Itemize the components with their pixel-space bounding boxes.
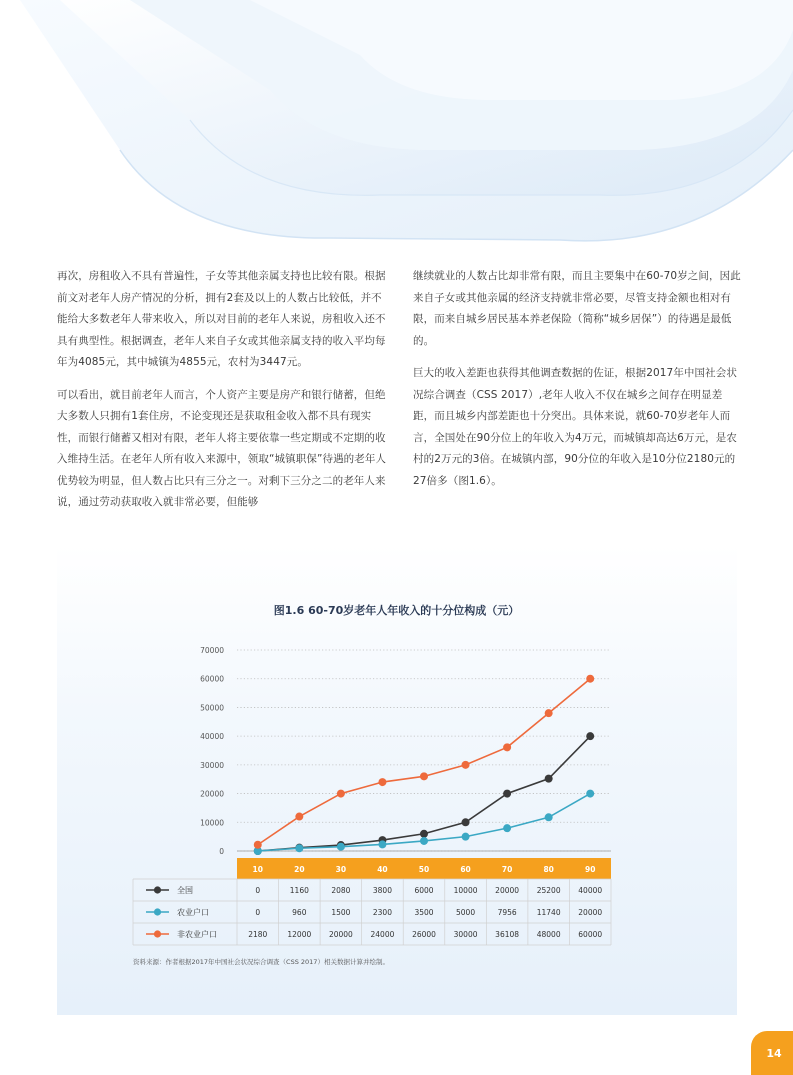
data-point (545, 709, 553, 717)
table-cell: 25200 (536, 886, 561, 895)
data-point (295, 844, 303, 852)
table-cell: 3500 (414, 908, 434, 917)
category-label: 20 (294, 865, 305, 874)
table-cell: 11740 (536, 908, 561, 917)
data-point (545, 813, 553, 821)
table-cell: 0 (255, 908, 261, 917)
left-paragraph-1: 再次，房租收入不具有普遍性，子女等其他亲属支持也比较有限。根据前文对老年人房产情况的分析，拥有2套及以上的人数占比较低，并不能给大多数老年人带来收入，所以对目前的老年人来说，房租收入还不具有典型性。根据调查，老年人来自子女或其他亲属支持的收入平均每年为4085元，其中城镇为4855元，农村为3447元。 (57, 270, 386, 368)
table-cell: 30000 (453, 930, 478, 939)
table-cell: 960 (292, 908, 307, 917)
category-label: 30 (335, 865, 347, 874)
legend-label-2: 非农业户口 (177, 930, 217, 939)
data-point (420, 837, 428, 845)
data-point (462, 833, 470, 841)
table-cell: 5000 (456, 908, 476, 917)
page-number: 14 (751, 1031, 793, 1075)
table-cell: 20000 (495, 886, 520, 895)
data-point (378, 778, 386, 786)
y-tick-label: 30000 (200, 760, 224, 770)
table-cell: 2300 (372, 908, 392, 917)
data-point (462, 818, 470, 826)
table-cell: 2080 (331, 886, 351, 895)
table-cell: 48000 (536, 930, 561, 939)
table-cell: 1500 (331, 908, 351, 917)
y-tick-label: 60000 (200, 674, 224, 684)
chart-source-note: 资料来源：作者根据2017年中国社会状况综合调查（CSS 2017）相关数据计算并绘制。 (133, 958, 389, 966)
chart-title: 图1.6 60-70岁老年人年收入的十分位构成（元） (273, 604, 520, 617)
legend-label-0: 全国 (177, 886, 193, 895)
data-point (254, 841, 262, 849)
data-point (586, 675, 594, 683)
data-point (337, 790, 345, 798)
legend-marker-1 (154, 908, 161, 915)
category-label: 60 (460, 865, 471, 874)
legend-marker-2 (154, 930, 161, 937)
table-cell: 12000 (287, 930, 312, 939)
data-point (337, 843, 345, 851)
legend-label-1: 农业户口 (177, 908, 209, 917)
table-cell: 7956 (497, 908, 517, 917)
table-cell: 20000 (578, 908, 603, 917)
table-cell: 60000 (578, 930, 603, 939)
y-tick-label: 40000 (200, 732, 224, 742)
y-tick-label: 70000 (200, 646, 224, 655)
y-tick-label: 50000 (200, 703, 224, 713)
right-paragraph-1: 继续就业的人数占比却非常有限，而且主要集中在60-70岁之间，因此来自子女或其他亲属的经济支持就非常必要，尽管支持金额也相对有限，而来自城乡居民基本养老保险（简称“城乡居保”）的待遇是最低的。 (413, 270, 741, 347)
category-label: 80 (543, 865, 554, 874)
data-point (420, 772, 428, 780)
data-point (586, 790, 594, 798)
category-label: 40 (377, 865, 388, 874)
y-tick-label: 10000 (200, 818, 224, 828)
data-point (295, 813, 303, 821)
data-point (545, 775, 553, 783)
data-point (586, 732, 594, 740)
table-cell: 36108 (495, 930, 520, 939)
data-point (462, 761, 470, 769)
table-cell: 0 (255, 886, 261, 895)
table-cell: 40000 (578, 886, 603, 895)
legend-marker-0 (154, 886, 161, 893)
table-cell: 1160 (289, 886, 309, 895)
table-cell: 24000 (370, 930, 395, 939)
data-point (378, 840, 386, 848)
table-cell: 10000 (453, 886, 478, 895)
table-cell: 3800 (372, 886, 392, 895)
category-label: 90 (585, 865, 596, 874)
table-cell: 6000 (414, 886, 434, 895)
table-cell: 20000 (328, 930, 353, 939)
right-paragraph-2: 巨大的收入差距也获得其他调查数据的佐证，根据2017年中国社会状况综合调查（CSS 2017）,老年人收入不仅在城乡之间存在明显差距，而且城乡内部差距也十分突出。具体来说，就60-70岁老年人而言，全国处在90分位上的年收入为4万元，而城镇却高达6万元，是农村的2万元的3倍。在城镇内部，90分位的年收入是10分位2180元的27倍多（图1.6）。 (413, 367, 737, 487)
table-cell: 26000 (412, 930, 436, 939)
category-label: 70 (501, 865, 513, 874)
data-point (503, 790, 511, 798)
data-point (420, 830, 428, 838)
table-cell: 2180 (248, 930, 268, 939)
category-label: 10 (252, 865, 263, 874)
data-point (503, 743, 511, 751)
left-paragraph-2: 可以看出，就目前老年人而言，个人资产主要是房产和银行储蓄，但绝大多数人只拥有1套住房，不论变现还是获取租金收入都不具有现实性，而银行储蓄又相对有限，老年人将主要依靠一些定期或不定期的收入维持生活。在老年人所有收入来源中，领取“城镇职保”待遇的老年人优势较为明显，但人数占比只有三分之一。对剩下三分之二的老年人来说，通过劳动获取收入就非常必要，但能够 (57, 388, 387, 508)
category-label: 50 (418, 865, 430, 874)
y-tick-label: 20000 (200, 789, 224, 799)
data-point (503, 824, 511, 832)
y-tick-label: 0 (219, 847, 224, 856)
